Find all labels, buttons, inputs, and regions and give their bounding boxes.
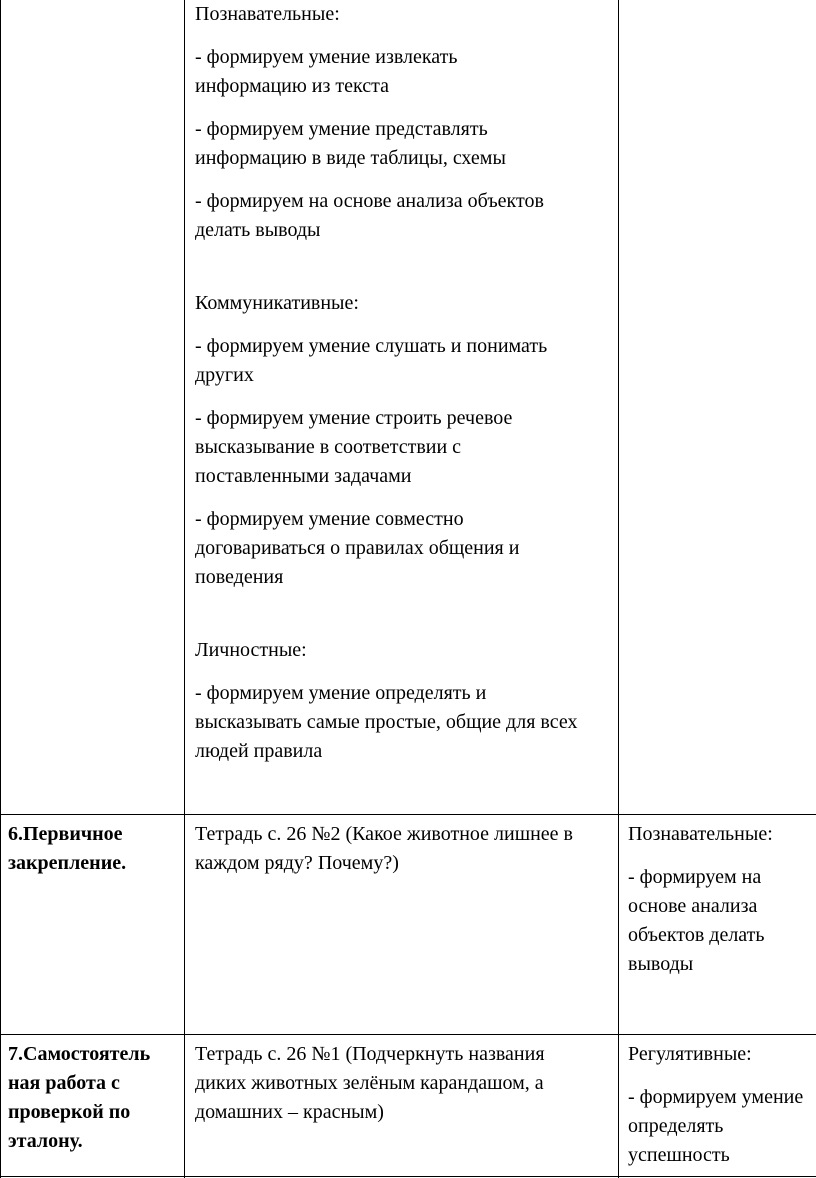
stage-name: .Первичное закрепление. [8, 823, 127, 874]
uud-item: - формируем умение строить речевое высказывание в соответствии с поставленными задачами [195, 407, 513, 487]
uud-heading-cognitive: Познавательные: [195, 3, 340, 25]
uud-item: - формируем умение совместно договариваться о правилах общения и поведения [195, 508, 520, 588]
stage-number: 6 [8, 823, 18, 845]
table-border-col2 [618, 0, 619, 1178]
stage-6-title [8, 820, 178, 878]
uud-item: - формируем умение определять и высказывать самые простые, общие для всех людей правила [195, 682, 578, 762]
uud-item: - формируем умение слушать и понимать других [195, 335, 548, 386]
uud-heading-cognitive: Познавательные: [628, 823, 773, 845]
top-row-uud-cell [195, 0, 610, 780]
uud-item: - формируем умение извлекать информацию из текста [195, 46, 458, 97]
table-border-col1 [184, 0, 185, 1178]
stage-name: .Самостоятель ная работа с проверкой по эталону. [8, 1043, 151, 1152]
stage-6-uud [628, 820, 808, 993]
table-border-bottom [0, 1176, 816, 1177]
uud-heading-regulatory: Регулятивные: [628, 1043, 752, 1065]
task-text: Тетрадь с. 26 №1 (Подчеркнуть названия диких животных зелёным карандашом, а домашних – красным) [195, 1043, 545, 1123]
stage-7-title [8, 1040, 178, 1156]
stage-6-task [195, 820, 613, 892]
uud-heading-communicative: Коммуникативные: [195, 292, 359, 314]
stage-7-uud [628, 1040, 816, 1176]
uud-heading-personal: Личностные: [195, 639, 307, 661]
uud-item: - формируем на основе анализа объектов делать выводы [195, 190, 544, 241]
stage-number: 7 [8, 1043, 18, 1065]
table-border-row6-top [0, 814, 816, 815]
task-text: Тетрадь с. 26 №2 (Какое животное лишнее в каждом ряду? Почему?) [195, 823, 573, 874]
uud-item: - формируем на основе анализа объектов делать выводы [628, 866, 765, 975]
table-border-left [0, 0, 1, 1178]
uud-item: - формируем умение определять успешность [628, 1086, 804, 1166]
stage-7-task [195, 1040, 613, 1141]
table-border-row7-top [0, 1034, 816, 1035]
uud-item: - формируем умение представлять информацию в виде таблицы, схемы [195, 118, 506, 169]
